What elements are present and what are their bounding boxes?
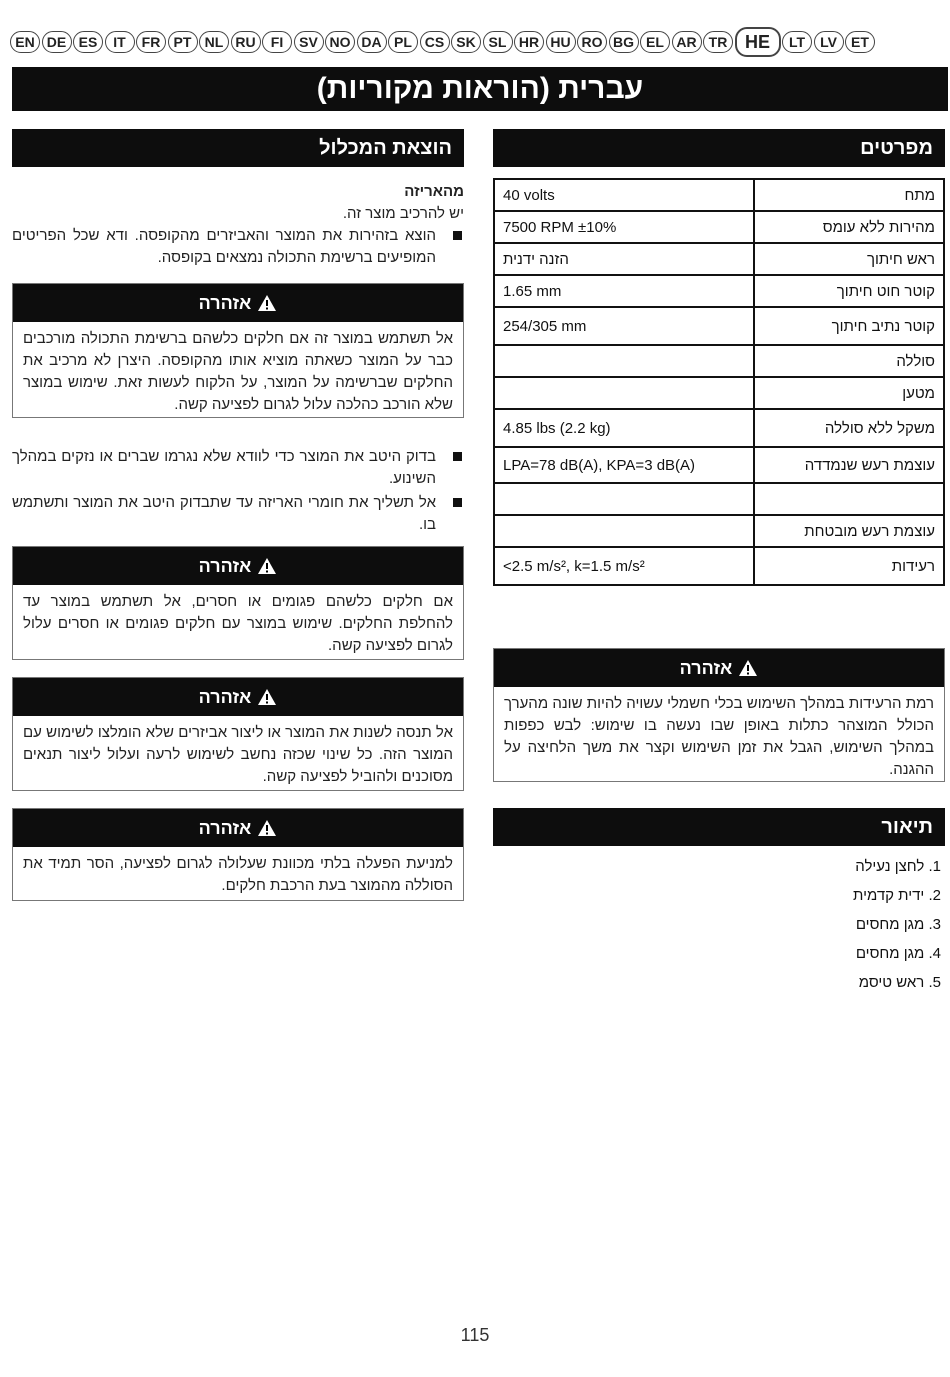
spec-value: 40 volts: [494, 179, 754, 211]
warning-text: רמת הרעידות במהלך השימוש בכלי חשמלי עשויה להיות שונה מהערך הכולל המוצהר כתלות באופן שבו נעשה בו שימוש: לבש כפפות במהלך השימוש, הגבל את זמן השימוש וקצר את משך הלחיצה על ההגנה.: [504, 695, 934, 778]
language-option-sk[interactable]: SK: [451, 31, 481, 53]
vibration-warning-box: [493, 648, 945, 782]
spec-label: סוללה: [754, 345, 944, 377]
list-item: [12, 225, 464, 269]
language-option-el[interactable]: EL: [640, 31, 670, 53]
list-item: 2. ידית קדמית: [853, 887, 941, 904]
language-option-da[interactable]: DA: [357, 31, 387, 53]
spec-value: 254/305 mm: [494, 307, 754, 345]
bullet-text: הוצא בזהירות את המוצר והאביזרים מהקופסה. ודא שכל הפריטים המופיעים ברשימת התכולה נמצאים בקופסה.: [12, 227, 436, 266]
language-option-sv[interactable]: SV: [294, 31, 324, 53]
language-option-ar[interactable]: AR: [672, 31, 702, 53]
table-row: [494, 447, 944, 483]
table-row: [494, 211, 944, 243]
list-item: 5. ראש טיסמ: [858, 974, 941, 991]
spec-value: LPA=78 dB(A), KPA=3 dB(A): [494, 447, 754, 483]
unpack-intro-text: יש להרכיב מוצר זה.: [342, 205, 464, 222]
description-section-header: תיאור: [493, 808, 945, 846]
language-selector: [10, 28, 940, 56]
spec-value: [494, 515, 754, 547]
spec-value: 4.85 lbs (2.2 kg): [494, 409, 754, 447]
spec-label: ראש חיתוך: [754, 243, 944, 275]
table-row: [494, 409, 944, 447]
specs-section-header: מפרטים: [493, 129, 945, 167]
table-row: [494, 515, 944, 547]
warning-title: אזהרה: [198, 292, 252, 313]
unpack-subtitle: מהאריזה: [404, 183, 464, 200]
specs-table: [493, 178, 945, 586]
description-list: [693, 852, 941, 997]
bullet-text: בדוק היטב את המוצר כדי לוודא שלא נגרמו שברים או נזקים במהלך השינוע.: [12, 448, 436, 487]
language-option-cs[interactable]: CS: [420, 31, 450, 53]
table-row: [494, 547, 944, 585]
warning-icon: [257, 819, 277, 837]
table-row: [494, 377, 944, 409]
language-option-ro[interactable]: RO: [577, 31, 607, 53]
table-row: [494, 243, 944, 275]
table-row: [494, 345, 944, 377]
warning-text: למניעת הפעלה בלתי מכוונת שעלולה לגרום לפציעה, הסר תמיד את הסוללה מהמוצר בעת הרכבת חלקים.: [23, 855, 453, 894]
spec-value: [494, 483, 754, 515]
table-row: [494, 275, 944, 307]
warning-text: אל תשתמש במוצר זה אם חלקים כלשהם ברשימת התכולה מורכבים כבר על המוצר כשאתה מוציא אותו מהקופסה. היצרן לא מרכיב את החלקים שברשימה על המוצר, על הלקוח לעשות זאת. שימוש במוצר שלא הורכב כהלכה עלול לגרום לפציעה קשה.: [23, 330, 453, 413]
spec-label: מטען: [754, 377, 944, 409]
language-option-bg[interactable]: BG: [609, 31, 639, 53]
language-option-lt[interactable]: LT: [782, 31, 812, 53]
language-option-es[interactable]: ES: [73, 31, 103, 53]
spec-label: קוטר חוט חיתוך: [754, 275, 944, 307]
warning-box: [12, 283, 464, 418]
list-item: 1. לחצן נעילה: [855, 858, 941, 875]
spec-value: [494, 345, 754, 377]
list-item: 4. מגן מחסים: [855, 945, 941, 962]
bullet-icon: [453, 231, 462, 240]
spec-label: עוצמת רעש מובטחת: [754, 515, 944, 547]
language-option-hr[interactable]: HR: [514, 31, 544, 53]
language-option-lv[interactable]: LV: [814, 31, 844, 53]
warning-header: [13, 809, 463, 847]
language-option-pt[interactable]: PT: [168, 31, 198, 53]
spec-label: משקל ללא סוללה: [754, 409, 944, 447]
list-item: 3. מגן מחסים: [855, 916, 941, 933]
table-row: [494, 307, 944, 345]
list-item: [12, 492, 464, 536]
warning-title: אזהרה: [198, 817, 252, 838]
language-option-tr[interactable]: TR: [703, 31, 733, 53]
warning-header: [13, 678, 463, 716]
language-option-et[interactable]: ET: [845, 31, 875, 53]
table-row: [494, 179, 944, 211]
language-option-ru[interactable]: RU: [231, 31, 261, 53]
spec-label: רעידות: [754, 547, 944, 585]
language-option-fi[interactable]: FI: [262, 31, 292, 53]
language-option-it[interactable]: IT: [105, 31, 135, 53]
language-option-hu[interactable]: HU: [546, 31, 576, 53]
spec-value: [494, 377, 754, 409]
language-option-no[interactable]: NO: [325, 31, 355, 53]
spec-label: מהירות ללא עומס: [754, 211, 944, 243]
table-row: [494, 483, 944, 515]
language-option-en[interactable]: EN: [10, 31, 40, 53]
language-option-pl[interactable]: PL: [388, 31, 418, 53]
language-option-sl[interactable]: SL: [483, 31, 513, 53]
warning-icon: [738, 659, 758, 677]
warning-box: [12, 677, 464, 791]
page-title: עברית (הוראות מקוריות): [12, 67, 948, 111]
warning-box: [12, 808, 464, 901]
spec-value: הזנה ידנית: [494, 243, 754, 275]
bullet-text: אל תשליך את חומרי האריזה עד שתבדוק היטב את המוצר ותשתמש בו.: [12, 494, 436, 533]
spec-value: 1.65 mm: [494, 275, 754, 307]
language-option-fr[interactable]: FR: [136, 31, 166, 53]
spec-label: עוצמת רעש שנמדדה: [754, 447, 944, 483]
spec-label: קוטר נתיב חיתוך: [754, 307, 944, 345]
unpack-section-header: הוצאת המכלול: [12, 129, 464, 167]
page-number: 115: [460, 1325, 490, 1345]
warning-text: אל תנסה לשנות את המוצר או ליצור אביזרים שלא הומלצו לשימוש עם המוצר הזה. כל שינוי שכזה נחשב לשימוש לרעה ועלול ליצור תנאים מסוכנים ולהוביל לפציעה קשה.: [23, 724, 453, 785]
warning-box: [12, 546, 464, 660]
warning-icon: [257, 294, 277, 312]
warning-icon: [257, 557, 277, 575]
warning-title: אזהרה: [679, 657, 733, 678]
warning-icon: [257, 688, 277, 706]
language-option-de[interactable]: DE: [42, 31, 72, 53]
warning-title: אזהרה: [198, 686, 252, 707]
language-option-nl[interactable]: NL: [199, 31, 229, 53]
warning-text: אם חלקים כלשהם פגומים או חסרים, אל תשתמש במוצר עד להחלפת החלקים. שימוש במוצר עם חלקים פגומים או חסרים עלול לגרום לפציעה קשה.: [23, 593, 453, 654]
warning-title: אזהרה: [198, 555, 252, 576]
spec-label: [754, 483, 944, 515]
unpack-bullets: [12, 446, 464, 536]
warning-header: [13, 547, 463, 585]
list-item: [12, 446, 464, 490]
bullet-icon: [453, 498, 462, 507]
warning-header: [494, 649, 944, 687]
language-option-he[interactable]: HE: [735, 27, 781, 57]
bullet-icon: [453, 452, 462, 461]
unpack-intro: [12, 181, 464, 269]
spec-label: מתח: [754, 179, 944, 211]
spec-value: 7500 RPM ±10%: [494, 211, 754, 243]
warning-header: [13, 284, 463, 322]
spec-value: <2.5 m/s², k=1.5 m/s²: [494, 547, 754, 585]
